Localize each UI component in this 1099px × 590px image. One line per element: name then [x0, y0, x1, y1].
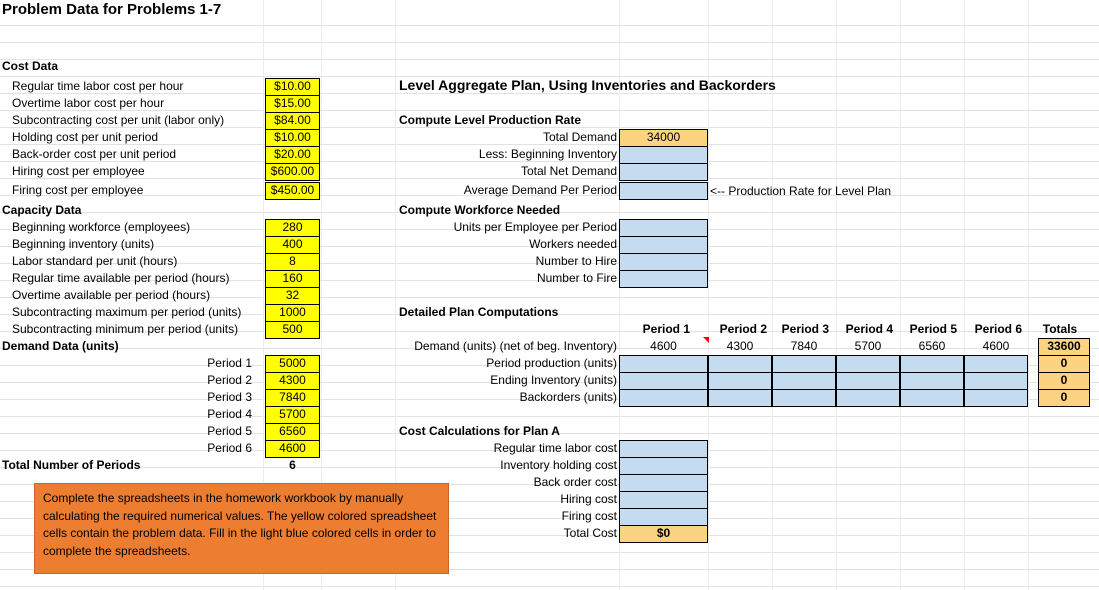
period-header: Period 3 [781, 322, 829, 336]
net-demand-value[interactable]: 4600 [982, 339, 1010, 353]
production-row-label: Total Net Demand [520, 164, 617, 178]
cost-calc-label: Hiring cost [560, 492, 617, 506]
net-demand-value[interactable]: 6560 [918, 339, 946, 353]
ending-inventory-cell[interactable] [836, 372, 900, 390]
total-demand-cell[interactable]: 34000 [619, 129, 708, 147]
demand-data-header: Demand Data (units) [2, 339, 119, 353]
production-cell[interactable] [900, 355, 964, 373]
cost-calc-label: Back order cost [533, 475, 617, 489]
production-row-label: Average Demand Per Period [463, 183, 617, 197]
production-rate-note: <-- Production Rate for Level Plan [710, 184, 892, 198]
backorders-cell[interactable] [772, 389, 836, 407]
ending-inventory-cell[interactable] [619, 372, 708, 390]
cost-calc-label: Regular time labor cost [493, 441, 617, 455]
demand-value-cell[interactable]: 4600 [265, 440, 320, 458]
capacity-label: Beginning inventory (units) [12, 237, 155, 251]
inventory-holding-cost-cell[interactable] [619, 457, 708, 475]
cost-calc-label: Firing cost [561, 509, 617, 523]
demand-net-label: Demand (units) (net of beg. Inventory) [414, 339, 617, 353]
period-header: Period 1 [642, 322, 690, 336]
capacity-value-cell[interactable]: 280 [265, 219, 320, 237]
demand-period-label: Period 1 [207, 356, 252, 370]
cost-label: Subcontracting cost per unit (labor only) [12, 113, 225, 127]
workforce-row-label: Number to Hire [535, 254, 617, 268]
average-demand-cell[interactable] [619, 182, 708, 200]
demand-value-cell[interactable]: 6560 [265, 423, 320, 441]
demand-period-label: Period 2 [207, 373, 252, 387]
demand-total-cell[interactable]: 33600 [1038, 338, 1090, 356]
cost-calc-label: Inventory holding cost [500, 458, 617, 472]
backorders-cell[interactable] [708, 389, 772, 407]
production-cell[interactable] [964, 355, 1028, 373]
total-cost-cell[interactable]: $0 [619, 525, 708, 543]
workforce-row-label: Number to Fire [536, 271, 617, 285]
demand-period-label: Period 3 [207, 390, 252, 404]
backorders-cell[interactable] [900, 389, 964, 407]
firing-cost-cell[interactable] [619, 508, 708, 526]
hiring-cost-cell[interactable] [619, 491, 708, 509]
production-cell[interactable] [619, 355, 708, 373]
production-cell[interactable] [772, 355, 836, 373]
ending-inventory-cell[interactable] [900, 372, 964, 390]
cost-label: Back-order cost per unit period [12, 147, 177, 161]
demand-period-label: Period 6 [207, 441, 252, 455]
total-net-demand-cell[interactable] [619, 163, 708, 181]
detailed-plan-header: Detailed Plan Computations [399, 305, 559, 319]
production-row-label: Total Demand [542, 130, 617, 144]
period-header: Period 2 [719, 322, 767, 336]
capacity-value-cell[interactable]: 160 [265, 270, 320, 288]
capacity-label: Beginning workforce (employees) [12, 220, 191, 234]
detail-row-label: Backorders (units) [519, 390, 617, 404]
detail-row-label: Ending Inventory (units) [490, 373, 617, 387]
sheet-title: Problem Data for Problems 1-7 [2, 1, 222, 18]
workforce-row-label: Units per Employee per Period [453, 220, 617, 234]
production-row-label: Less: Beginning Inventory [478, 147, 617, 161]
capacity-label: Subcontracting maximum per period (units) [12, 305, 242, 319]
cost-value-cell[interactable]: $600.00 [265, 163, 320, 181]
cost-value-cell[interactable]: $20.00 [265, 146, 320, 164]
cost-label: Hiring cost per employee [12, 164, 145, 178]
regular-labor-cost-cell[interactable] [619, 440, 708, 458]
demand-period-label: Period 4 [207, 407, 252, 421]
cost-data-header: Cost Data [2, 59, 59, 73]
workforce-row-label: Workers needed [529, 237, 617, 251]
period-header: Period 6 [974, 322, 1022, 336]
plan-title: Level Aggregate Plan, Using Inventories and Backorders [399, 77, 776, 93]
cost-value-cell[interactable]: $450.00 [265, 182, 320, 200]
net-demand-value[interactable]: 4300 [726, 339, 754, 353]
cost-calc-label: Total Cost [563, 526, 617, 540]
row-total-cell[interactable]: 0 [1038, 355, 1090, 373]
total-periods-value[interactable]: 6 [289, 458, 296, 472]
capacity-value-cell[interactable]: 400 [265, 236, 320, 254]
cost-label: Firing cost per employee [12, 183, 144, 197]
number-to-hire-cell[interactable] [619, 253, 708, 271]
cost-value-cell[interactable]: $15.00 [265, 95, 320, 113]
row-total-cell[interactable]: 0 [1038, 372, 1090, 390]
net-demand-value[interactable]: 4600 [650, 339, 677, 353]
capacity-value-cell[interactable]: 32 [265, 287, 320, 305]
demand-value-cell[interactable]: 4300 [265, 372, 320, 390]
net-demand-value[interactable]: 7840 [790, 339, 818, 353]
capacity-label: Overtime available per period (hours) [12, 288, 211, 302]
period-header: Period 5 [909, 322, 957, 336]
demand-period-label: Period 5 [207, 424, 252, 438]
total-periods-label: Total Number of Periods [2, 458, 141, 472]
capacity-label: Subcontracting minimum per period (units) [12, 322, 239, 336]
capacity-value-cell[interactable]: 8 [265, 253, 320, 271]
period-header: Period 4 [845, 322, 893, 336]
backorders-cell[interactable] [619, 389, 708, 407]
production-cell[interactable] [836, 355, 900, 373]
cost-value-cell[interactable]: $84.00 [265, 112, 320, 130]
capacity-label: Regular time available per period (hours) [12, 271, 230, 285]
net-demand-value[interactable]: 5700 [854, 339, 882, 353]
ending-inventory-cell[interactable] [772, 372, 836, 390]
cost-label: Regular time labor cost per hour [12, 79, 184, 93]
ending-inventory-cell[interactable] [964, 372, 1028, 390]
cost-label: Holding cost per unit period [12, 130, 159, 144]
cost-calculations-header: Cost Calculations for Plan A [399, 424, 560, 438]
back-order-cost-cell[interactable] [619, 474, 708, 492]
backorders-cell[interactable] [836, 389, 900, 407]
capacity-label: Labor standard per unit (hours) [12, 254, 178, 268]
cost-label: Overtime labor cost per hour [12, 96, 165, 110]
workers-needed-cell[interactable] [619, 236, 708, 254]
capacity-value-cell[interactable]: 500 [265, 321, 320, 339]
detail-row-label: Period production (units) [486, 356, 617, 370]
production-rate-header: Compute Level Production Rate [399, 113, 582, 127]
backorders-cell[interactable] [964, 389, 1028, 407]
cost-value-cell[interactable]: $10.00 [265, 129, 320, 147]
capacity-data-header: Capacity Data [2, 203, 82, 217]
cost-value-cell[interactable]: $10.00 [265, 78, 320, 96]
production-cell[interactable] [708, 355, 772, 373]
row-total-cell[interactable]: 0 [1038, 389, 1090, 407]
units-per-employee-cell[interactable] [619, 219, 708, 237]
demand-value-cell[interactable]: 5700 [265, 406, 320, 424]
capacity-value-cell[interactable]: 1000 [265, 304, 320, 322]
instructions-note: Complete the spreadsheets in the homework workbook by manually calculating the required numerical values. The yellow colored spreadsheet cells contain the problem data. Fill in the light blue colored cells in order to complete the spreadsheets. [34, 483, 449, 574]
ending-inventory-cell[interactable] [708, 372, 772, 390]
demand-value-cell[interactable]: 5000 [265, 355, 320, 373]
totals-header: Totals [1042, 322, 1078, 336]
beginning-inventory-cell[interactable] [619, 146, 708, 164]
number-to-fire-cell[interactable] [619, 270, 708, 288]
workforce-header: Compute Workforce Needed [399, 203, 561, 217]
demand-value-cell[interactable]: 7840 [265, 389, 320, 407]
